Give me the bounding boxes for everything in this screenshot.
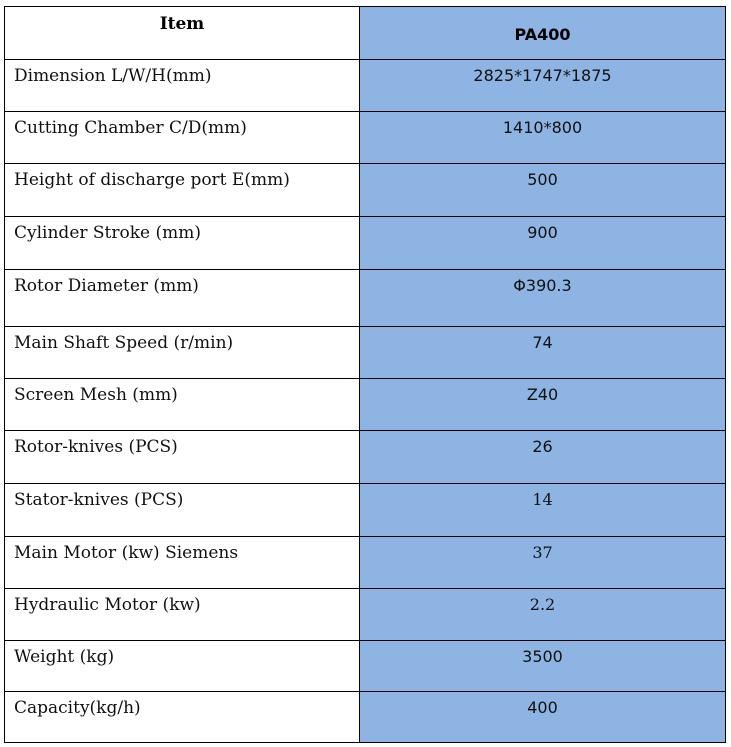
row-label: Weight (kg) — [5, 641, 360, 692]
row-label: Capacity(kg/h) — [5, 692, 360, 743]
table-row — [5, 431, 726, 484]
row-value: 37 — [360, 537, 726, 589]
table-row — [5, 484, 726, 537]
table-row — [5, 112, 726, 164]
row-value: 3500 — [360, 641, 726, 692]
row-value: 400 — [360, 692, 726, 743]
row-label: Hydraulic Motor (kw) — [5, 589, 360, 641]
table-row — [5, 589, 726, 641]
row-label: Main Motor (kw) Siemens — [5, 537, 360, 589]
row-label: Dimension L/W/H(mm) — [5, 60, 360, 112]
row-value: 14 — [360, 484, 726, 537]
table-row — [5, 537, 726, 589]
row-label: Cutting Chamber C/D(mm) — [5, 112, 360, 164]
row-label: Screen Mesh (mm) — [5, 379, 360, 431]
row-label: Height of discharge port E(mm) — [5, 164, 360, 217]
row-label: Cylinder Stroke (mm) — [5, 217, 360, 270]
row-label: Rotor Diameter (mm) — [5, 270, 360, 327]
row-value: 900 — [360, 217, 726, 270]
row-value: 500 — [360, 164, 726, 217]
header-row — [5, 7, 726, 60]
row-value: Φ390.3 — [360, 270, 726, 327]
row-value: 26 — [360, 431, 726, 484]
row-value: 2.2 — [360, 589, 726, 641]
table-row — [5, 692, 726, 743]
row-label: Rotor-knives (PCS) — [5, 431, 360, 484]
table-row — [5, 270, 726, 327]
row-label: Main Shaft Speed (r/min) — [5, 327, 360, 379]
table-row — [5, 327, 726, 379]
spec-table — [4, 6, 726, 743]
table-row — [5, 641, 726, 692]
table-row — [5, 60, 726, 112]
row-label: Stator-knives (PCS) — [5, 484, 360, 537]
row-value: 74 — [360, 327, 726, 379]
table-row — [5, 217, 726, 270]
header-item: Item — [5, 7, 360, 60]
row-value: 2825*1747*1875 — [360, 60, 726, 112]
table-row — [5, 379, 726, 431]
header-model: PA400 — [360, 7, 726, 60]
row-value: 1410*800 — [360, 112, 726, 164]
row-value: Z40 — [360, 379, 726, 431]
table-row — [5, 164, 726, 217]
